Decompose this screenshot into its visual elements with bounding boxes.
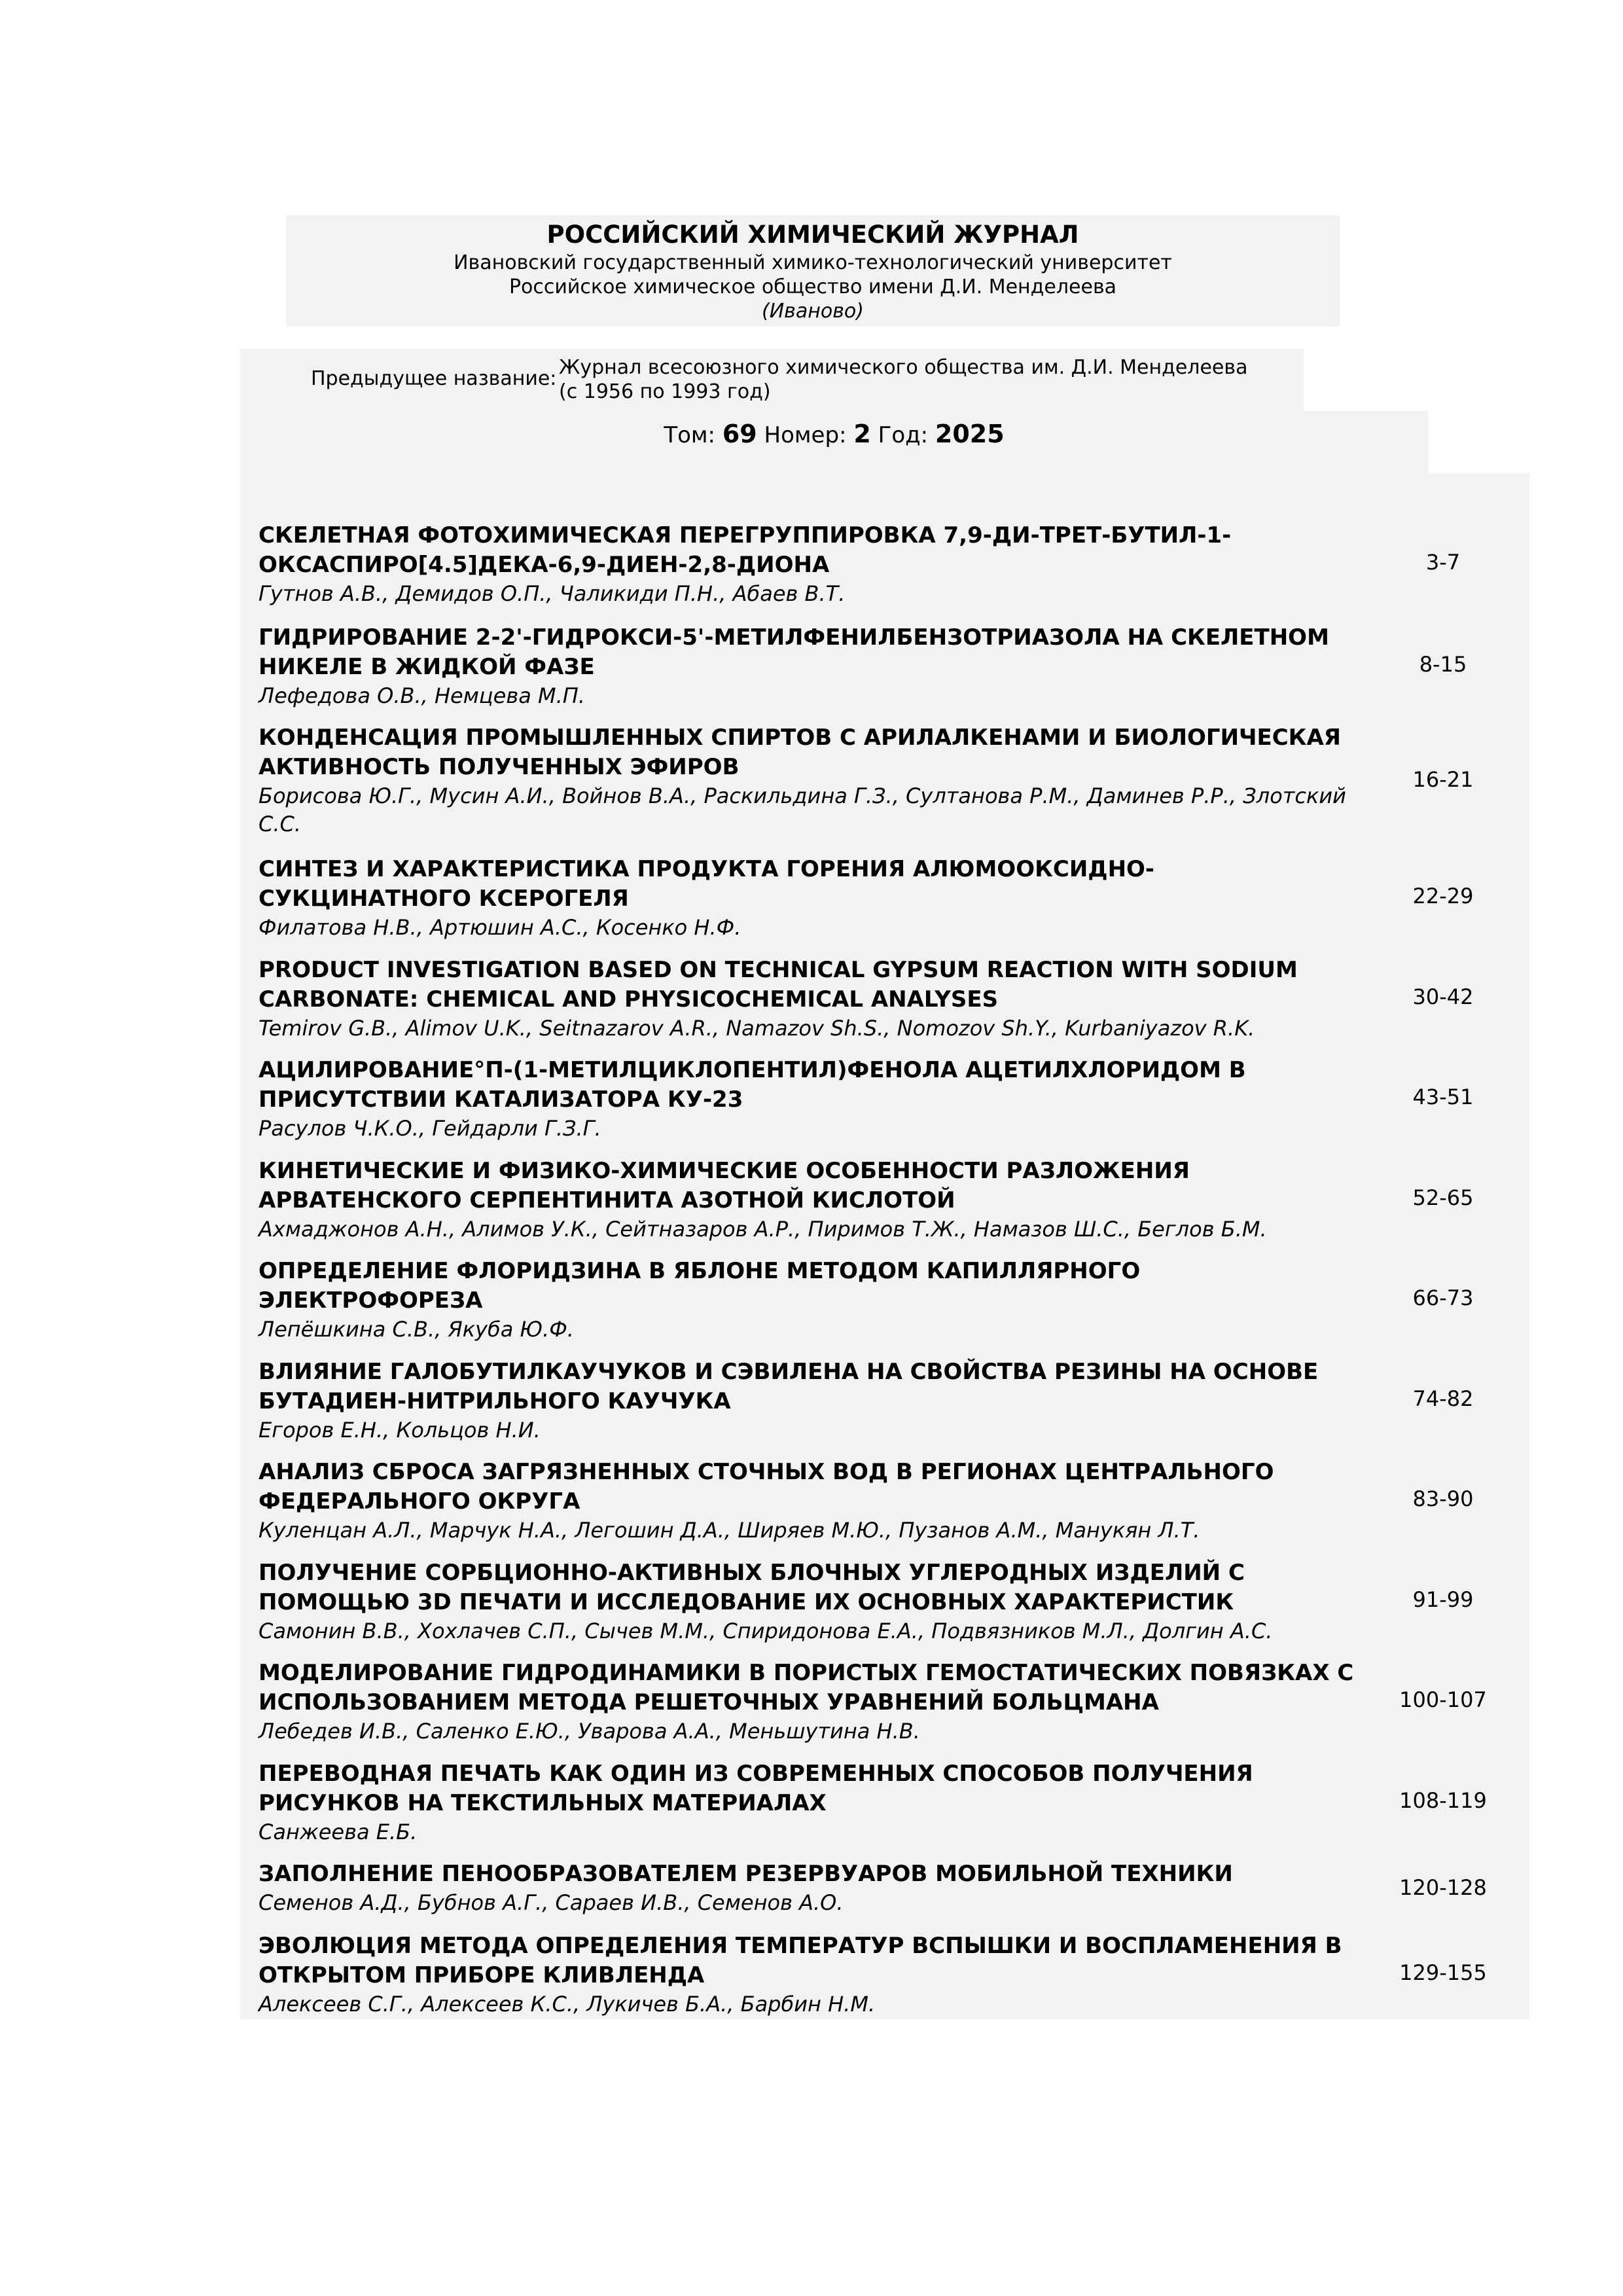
article-authors: Семенов А.Д., Бубнов А.Г., Сараев И.В., Семенов А.О. [259, 1890, 844, 1915]
article-authors: Лепёшкина С.В., Якуба Ю.Ф. [259, 1317, 574, 1342]
article-entry [259, 521, 1522, 608]
article-pages: 3-7 [1425, 550, 1461, 575]
article-authors: Гутнов А.В., Демидов О.П., Чаликиди П.Н., Абаев В.Т. [259, 581, 846, 606]
number-value: 2 [853, 420, 871, 448]
article-title[interactable]: СКЕЛЕТНАЯ ФОТОХИМИЧЕСКАЯ ПЕРЕГРУППИРОВКА 7,9-ДИ-ТРЕТ-БУТИЛ-1-ОКСАСПИРО[4.5]ДЕКА-6,9-ДИЕН-2,8-ДИОНА [259, 522, 1232, 578]
article-entry [259, 1558, 1522, 1645]
article-title[interactable]: ГИДРИРОВАНИЕ 2-2'-ГИДРОКСИ-5'-МЕТИЛФЕНИЛБЕНЗОТРИАЗОЛА НА СКЕЛЕТНОМ НИКЕЛЕ В ЖИДКОЙ ФАЗЕ [259, 624, 1329, 680]
previous-title-value: Журнал всесоюзного химического общества им. Д.И. Менделеева (с 1956 по 1993 год) [559, 356, 1248, 403]
article-authors: Лебедев И.В., Саленко Е.Ю., Уварова А.А., Меньшутина Н.В. [259, 1719, 920, 1744]
article-title[interactable]: КОНДЕНСАЦИЯ ПРОМЫШЛЕННЫХ СПИРТОВ С АРИЛАЛКЕНАМИ И БИОЛОГИЧЕСКАЯ АКТИВНОСТЬ ПОЛУЧЕННЫХ ЭФИРОВ [259, 725, 1341, 780]
article-entry [259, 1257, 1522, 1344]
journal-title: РОССИЙСКИЙ ХИМИЧЕСКИЙ ЖУРНАЛ [546, 221, 1079, 249]
article-title[interactable]: ПОЛУЧЕНИЕ СОРБЦИОННО-АКТИВНЫХ БЛОЧНЫХ УГЛЕРОДНЫХ ИЗДЕЛИЙ С ПОМОЩЬЮ 3D ПЕЧАТИ И ИССЛЕДОВАНИЕ ИХ ОСНОВНЫХ ХАРАКТЕРИСТИК [259, 1560, 1245, 1615]
article-pages: 74-82 [1412, 1386, 1474, 1411]
article-entry [259, 855, 1522, 942]
article-title[interactable]: МОДЕЛИРОВАНИЕ ГИДРОДИНАМИКИ В ПОРИСТЫХ ГЕМОСТАТИЧЕСКИХ ПОВЯЗКАХ С ИСПОЛЬЗОВАНИЕМ МЕТОДА РЕШЕТОЧНЫХ УРАВНЕНИЙ БОЛЬЦМАНА [259, 1660, 1354, 1715]
article-title[interactable]: ПЕРЕВОДНАЯ ПЕЧАТЬ КАК ОДИН ИЗ СОВРЕМЕННЫХ СПОСОБОВ ПОЛУЧЕНИЯ РИСУНКОВ НА ТЕКСТИЛЬНЫХ МАТЕРИАЛАХ [259, 1761, 1253, 1816]
article-pages: 129-155 [1399, 1960, 1487, 1985]
publisher-city: (Иваново) [762, 300, 864, 323]
article-authors: Лефедова О.В., Немцева М.П. [259, 683, 585, 708]
article-entry [259, 1659, 1522, 1746]
volume-label: Том: [664, 422, 716, 448]
article-entry [259, 956, 1522, 1043]
article-title[interactable]: АНАЛИЗ СБРОСА ЗАГРЯЗНЕННЫХ СТОЧНЫХ ВОД В РЕГИОНАХ ЦЕНТРАЛЬНОГО ФЕДЕРАЛЬНОГО ОКРУГА [259, 1459, 1274, 1515]
article-title[interactable]: АЦИЛИРОВАНИЕ°П-(1-МЕТИЛЦИКЛОПЕНТИЛ)ФЕНОЛА АЦЕТИЛХЛОРИДОМ В ПРИСУТСТВИИ КАТАЛИЗАТОРА КУ-23 [259, 1057, 1246, 1113]
article-authors: Куленцан А.Л., Марчук Н.А., Легошин Д.А., Ширяев М.Ю., Пузанов А.М., Манукян Л.Т. [259, 1518, 1200, 1543]
article-authors: Temirov G.B., Alimov U.K., Seitnazarov A.R., Namazov Sh.S., Nomozov Sh.Y., Kurbaniyazov R.K. [259, 1016, 1255, 1041]
issue-info [240, 411, 1428, 473]
article-entry [259, 1859, 1522, 1917]
article-entry [259, 1458, 1522, 1545]
number-label: Номер: [764, 422, 847, 448]
previous-title-label: Предыдущее название: [311, 367, 557, 390]
article-entry [259, 1357, 1522, 1444]
article-authors: Алексеев С.Г., Алексеев К.С., Лукичев Б.А., Барбин Н.М. [259, 1992, 876, 2017]
article-authors: Егоров Е.Н., Кольцов Н.И. [259, 1418, 541, 1443]
article-entry [259, 1056, 1522, 1143]
year-label: Год: [878, 422, 929, 448]
year-value: 2025 [935, 420, 1005, 448]
article-authors: Ахмаджонов А.Н., Алимов У.К., Сейтназаров А.Р., Пиримов Т.Ж., Намазов Ш.С., Беглов Б.М. [259, 1217, 1267, 1242]
article-title[interactable]: PRODUCT INVESTIGATION BASED ON TECHNICAL GYPSUM REACTION WITH SODIUM CARBONATE: CHEMICAL AND PHYSICOCHEMICAL ANALYSES [259, 957, 1298, 1013]
publisher-university: Ивановский государственный химико-технологический университет [454, 251, 1172, 274]
volume-value: 69 [722, 420, 757, 448]
article-title[interactable]: ОПРЕДЕЛЕНИЕ ФЛОРИДЗИНА В ЯБЛОНЕ МЕТОДОМ КАПИЛЛЯРНОГО ЭЛЕКТРОФОРЕЗА [259, 1258, 1141, 1314]
article-title[interactable]: ЗАПОЛНЕНИЕ ПЕНООБРАЗОВАТЕЛЕМ РЕЗЕРВУАРОВ МОБИЛЬНОЙ ТЕХНИКИ [259, 1861, 1233, 1887]
article-pages: 8-15 [1419, 652, 1467, 677]
article-authors: Самонин В.В., Хохлачев С.П., Сычев М.М., Спиридонова Е.А., Подвязников М.Л., Долгин А.С. [259, 1619, 1273, 1643]
article-entry [259, 1157, 1522, 1244]
table-of-contents [240, 473, 1529, 2019]
article-authors: Филатова Н.В., Артюшин А.С., Косенко Н.Ф. [259, 915, 741, 940]
article-title[interactable]: ВЛИЯНИЕ ГАЛОБУТИЛКАУЧУКОВ И СЭВИЛЕНА НА СВОЙСТВА РЕЗИНЫ НА ОСНОВЕ БУТАДИЕН-НИТРИЛЬНОГО КАУЧУКА [259, 1359, 1319, 1414]
article-title[interactable]: СИНТЕЗ И ХАРАКТЕРИСТИКА ПРОДУКТА ГОРЕНИЯ АЛЮМООКСИДНО-СУКЦИНАТНОГО КСЕРОГЕЛЯ [259, 856, 1155, 912]
article-entry [259, 1759, 1522, 1846]
article-title[interactable]: КИНЕТИЧЕСКИЕ И ФИЗИКО-ХИМИЧЕСКИЕ ОСОБЕННОСТИ РАЗЛОЖЕНИЯ АРВАТЕНСКОГО СЕРПЕНТИНИТА АЗОТНОЙ КИСЛОТОЙ [259, 1158, 1190, 1213]
previous-title-block [240, 349, 1304, 411]
article-authors: Борисова Ю.Г., Мусин А.И., Войнов В.А., Раскильдина Г.З., Султанова Р.М., Даминев Р.Р., Злотский С.С. [259, 783, 1346, 836]
article-pages: 108-119 [1399, 1788, 1487, 1813]
article-pages: 16-21 [1412, 767, 1474, 792]
article-pages: 22-29 [1412, 884, 1474, 908]
article-pages: 52-65 [1412, 1185, 1474, 1210]
article-pages: 83-90 [1412, 1486, 1474, 1511]
article-pages: 100-107 [1399, 1687, 1487, 1712]
article-authors: Расулов Ч.К.О., Гейдарли Г.З.Г. [259, 1116, 601, 1141]
article-pages: 120-128 [1399, 1875, 1487, 1900]
article-pages: 91-99 [1412, 1587, 1474, 1612]
article-pages: 30-42 [1412, 984, 1474, 1009]
article-entry [259, 623, 1522, 710]
publisher-society: Российское химическое общество имени Д.И. Менделеева [508, 276, 1117, 298]
article-entry [259, 723, 1522, 838]
article-entry [259, 1931, 1522, 2018]
article-pages: 43-51 [1412, 1085, 1474, 1109]
article-title[interactable]: ЭВОЛЮЦИЯ МЕТОДА ОПРЕДЕЛЕНИЯ ТЕМПЕРАТУР ВСПЫШКИ И ВОСПЛАМЕНЕНИЯ В ОТКРЫТОМ ПРИБОРЕ КЛИВЛЕНДА [259, 1933, 1342, 1988]
journal-header [286, 215, 1340, 327]
article-pages: 66-73 [1412, 1285, 1474, 1310]
article-authors: Санжеева Е.Б. [259, 1820, 418, 1844]
